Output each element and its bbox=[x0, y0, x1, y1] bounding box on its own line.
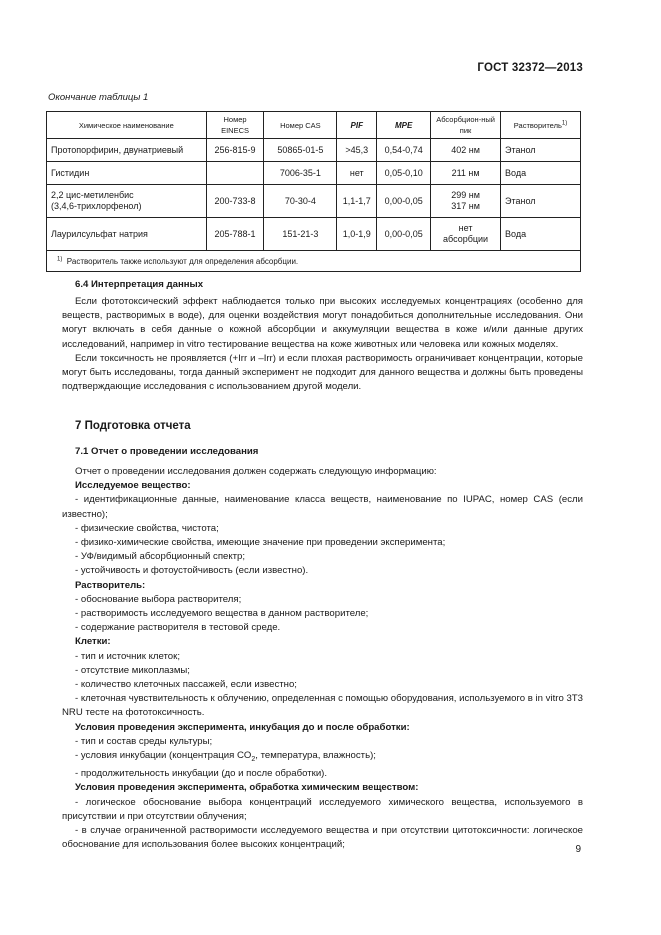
cell-cas: 70-30-4 bbox=[264, 185, 337, 218]
list-item: - устойчивость и фотоустойчивость (если известно). bbox=[75, 565, 309, 577]
section-7-1-title: 7.1 Отчет о проведении исследования bbox=[75, 446, 259, 457]
cell-name bbox=[47, 185, 207, 218]
group-heading: Клетки: bbox=[75, 636, 111, 648]
cell-name: Протопорфирин, двунатриевый bbox=[47, 139, 207, 162]
cell-absorption-line2: 317 нм bbox=[451, 201, 480, 211]
list-item: - тип и состав среды культуры; bbox=[75, 735, 213, 747]
cell-einecs: 256-815-9 bbox=[206, 139, 264, 162]
list-item: - клеточная чувствительность к облучению, определенная с помощью оборудования, используемого в in vitro 3T3 NRU тесте на фототоксичность. bbox=[62, 693, 583, 719]
header-solvent-sup: 1) bbox=[561, 120, 568, 126]
cell-mpe: 0,54-0,74 bbox=[377, 139, 431, 162]
table-row bbox=[47, 185, 581, 218]
cell-mpe: 0,00-0,05 bbox=[377, 185, 431, 218]
cell-solvent: Вода bbox=[501, 218, 581, 251]
section-7-1-body bbox=[62, 465, 583, 852]
list-item: - в случае ограниченной растворимости исследуемого вещества и при отсутствии цитотоксичности: логическое обоснование для использования более высоких концентраций; bbox=[62, 824, 583, 851]
list-item: - содержание растворителя в тестовой среде. bbox=[75, 622, 281, 634]
paragraph: Если токсичность не проявляется (+Irr и –Irr) и если плохая растворимость ограничивает концентрации, которые могут быть исследованы, тогда данный эксперимент не подходит для данного вещества и должны быть проведены подтверждающие исследования с использованием другой модели. bbox=[62, 352, 583, 393]
header-cas: Номер CAS bbox=[264, 112, 337, 139]
standard-number: ГОСТ 32372—2013 bbox=[477, 62, 583, 74]
page-number: 9 bbox=[575, 844, 581, 855]
list-item: - тип и источник клеток; bbox=[75, 650, 180, 662]
footnote-text: Растворитель также используют для определения абсорбции. bbox=[66, 256, 299, 266]
cell-name: Гистидин bbox=[47, 162, 207, 185]
footnote-mark: 1) bbox=[57, 255, 63, 262]
paragraph: Если фототоксический эффект наблюдается только при высоких исследуемых концентрациях (особенно для веществ, растворимых в воде), для оценки воздействия могут понадобиться дополнительные исследования. Они могут включать в себя данные о кожной абсорбции и аккумуляции вещества в коже и/или данные других исследований, например in vitro тестирование вещества на коже животных или человека или кожных моделях. bbox=[62, 296, 583, 350]
table-header-row bbox=[47, 112, 581, 139]
table-row bbox=[47, 139, 581, 162]
section-6-4-body bbox=[62, 295, 583, 394]
section-6-4-title: 6.4 Интерпретация данных bbox=[75, 279, 204, 290]
list-item: - физические свойства, чистота; bbox=[75, 522, 219, 534]
table-caption: Окончание таблицы 1 bbox=[48, 92, 149, 103]
header-name: Химическое наименование bbox=[47, 112, 207, 139]
group-heading: Растворитель: bbox=[75, 579, 146, 591]
cell-mpe: 0,00-0,05 bbox=[377, 218, 431, 251]
list-item: - растворимость исследуемого вещества в данном растворителе; bbox=[75, 608, 369, 620]
cell-pif: нет bbox=[337, 162, 377, 185]
table-row bbox=[47, 162, 581, 185]
group-heading: Исследуемое вещество: bbox=[75, 480, 191, 492]
table-footnote bbox=[47, 251, 581, 272]
cell-cas: 151-21-3 bbox=[264, 218, 337, 251]
cell-cas: 7006-35-1 bbox=[264, 162, 337, 185]
cell-mpe: 0,05-0,10 bbox=[377, 162, 431, 185]
cell-pif: 1,1-1,7 bbox=[337, 185, 377, 218]
list-item bbox=[62, 749, 583, 767]
substances-table bbox=[46, 111, 581, 272]
list-item: - обоснование выбора растворителя; bbox=[75, 593, 242, 605]
cell-einecs bbox=[206, 162, 264, 185]
list-item: - продолжительность инкубации (до и после обработки). bbox=[75, 768, 328, 780]
paragraph: Отчет о проведении исследования должен содержать следующую информацию: bbox=[75, 466, 437, 477]
cell-einecs: 200-733-8 bbox=[206, 185, 264, 218]
table-footnote-row bbox=[47, 251, 581, 272]
header-solvent-label: Растворитель bbox=[513, 120, 562, 130]
cell-pif: 1,0-1,9 bbox=[337, 218, 377, 251]
cell-absorption bbox=[431, 218, 501, 251]
cell-absorption: 402 нм bbox=[431, 139, 501, 162]
cell-solvent: Этанол bbox=[501, 185, 581, 218]
header-pif: PIF bbox=[337, 112, 377, 139]
cell-solvent: Этанол bbox=[501, 139, 581, 162]
cell-absorption-line1: нет bbox=[458, 223, 473, 233]
header-mpe: MPE bbox=[377, 112, 431, 139]
cell-absorption: 211 нм bbox=[431, 162, 501, 185]
cell-name: Лаурилсульфат натрия bbox=[47, 218, 207, 251]
co2-text: - условия инкубации (концентрация CO bbox=[75, 750, 252, 762]
list-item: - физико-химические свойства, имеющие значение при проведении эксперимента; bbox=[75, 537, 446, 549]
cell-name-line1: 2,2 цис-метиленбис bbox=[51, 190, 134, 200]
list-item: - УФ/видимый абсорбционный спектр; bbox=[75, 551, 246, 563]
co2-subscript: 2 bbox=[251, 755, 256, 763]
co2-rest: , температура, влажность); bbox=[255, 750, 376, 762]
cell-name-line2: (3,4,6-трихлорфенол) bbox=[51, 201, 142, 211]
header-einecs: Номер EINECS bbox=[206, 112, 264, 139]
list-item: - отсутствие микоплазмы; bbox=[75, 664, 190, 676]
group-heading: Условия проведения эксперимента, обработка химическим веществом: bbox=[75, 782, 419, 794]
section-7-title: 7 Подготовка отчета bbox=[75, 420, 191, 432]
cell-absorption-line2: абсорбции bbox=[443, 234, 489, 244]
list-item: - количество клеточных пассажей, если известно; bbox=[75, 679, 297, 691]
list-item: - логическое обоснование выбора концентраций исследуемого химического вещества, используемого в присутствии и при отсутствии облучения; bbox=[62, 796, 583, 822]
table-row bbox=[47, 218, 581, 251]
header-solvent bbox=[501, 112, 581, 139]
cell-solvent: Вода bbox=[501, 162, 581, 185]
cell-absorption-line1: 299 нм bbox=[451, 190, 480, 200]
cell-cas: 50865-01-5 bbox=[264, 139, 337, 162]
list-item: - идентификационные данные, наименование класса веществ, наименование по IUPAC, номер CAS (если известно); bbox=[62, 494, 583, 520]
cell-einecs: 205-788-1 bbox=[206, 218, 264, 251]
header-absorption: Абсорбцион-ный пик bbox=[431, 112, 501, 139]
group-heading: Условия проведения эксперимента, инкубация до и после обработки: bbox=[75, 721, 410, 733]
cell-pif: >45,3 bbox=[337, 139, 377, 162]
cell-absorption bbox=[431, 185, 501, 218]
